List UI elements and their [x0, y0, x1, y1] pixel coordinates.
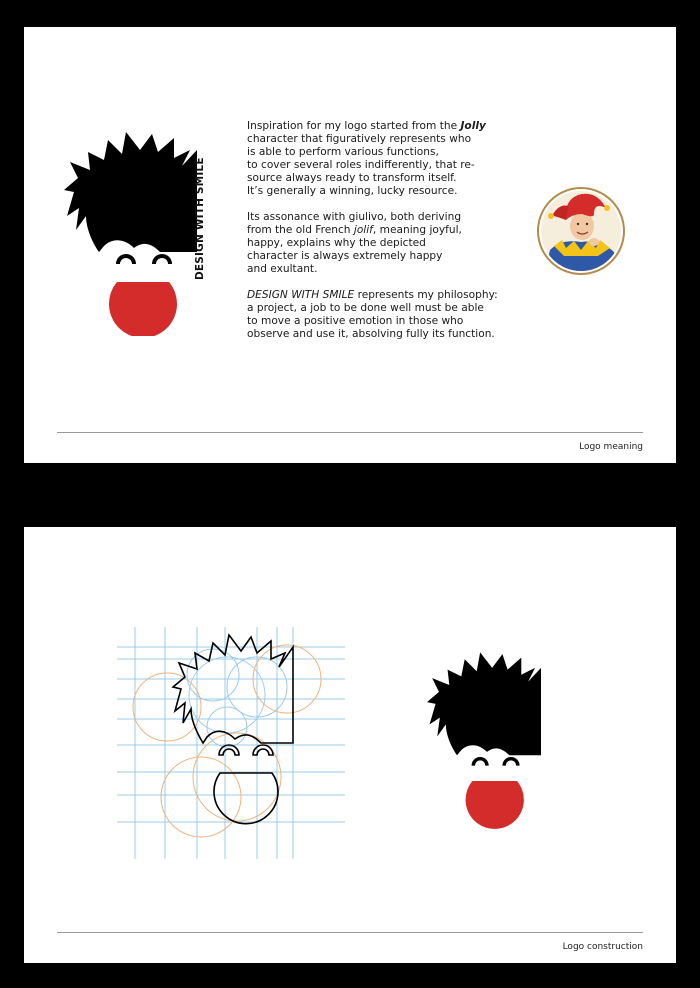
construction-diagram: [117, 627, 345, 859]
logo-right-eye: [502, 757, 519, 766]
divider: [57, 432, 643, 433]
page-caption: Logo meaning: [579, 442, 643, 452]
page-logo-meaning: [24, 27, 676, 463]
jester-illustration: [536, 186, 626, 276]
page-logo-construction: [24, 527, 676, 963]
divider: [57, 932, 643, 933]
logo-right-eye: [152, 254, 172, 264]
logo-mouth: [466, 781, 524, 829]
logo-description: [247, 120, 527, 354]
paragraph-1: Inspiration for my logo started from the Jolly character that figuratively represents who is able to perform various functions, to cover several roles indifferently, that re- source always ready to transform itself. It’s generally a winning, lucky resource.: [247, 120, 486, 197]
logo-left-eye: [116, 254, 136, 264]
paragraph-3: DESIGN WITH SMILE represents my philosophy: a project, a job to be done well must be able to move a positive emotion in those who observe and use it, absolving fully its function.: [247, 289, 498, 340]
logo-hair: [427, 652, 541, 755]
logo-mouth: [109, 282, 177, 336]
logo-hair: [64, 132, 197, 252]
logo-left-eye: [472, 757, 489, 766]
jolly-logo-final: [427, 644, 547, 834]
paragraph-2: Its assonance with giulivo, both deriving from the old French jolif, meaning joyful, happy, explains why the depicted character is always extremely happy and exultant.: [247, 211, 462, 275]
design-with-smile-label: DESIGN WITH SMILE: [194, 157, 206, 280]
jolly-logo: [64, 130, 204, 336]
page-caption: Logo construction: [562, 942, 643, 952]
